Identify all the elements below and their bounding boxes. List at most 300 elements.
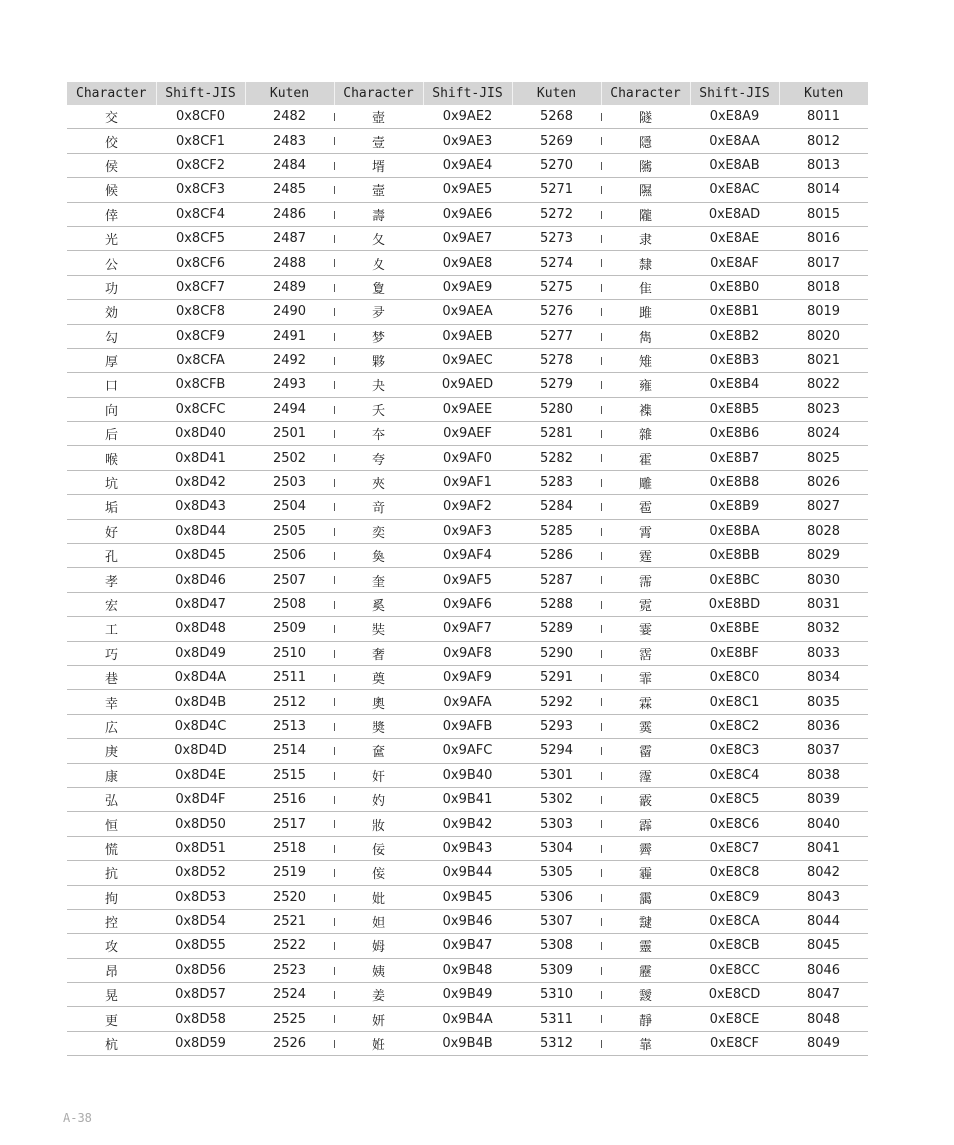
character-cell: 夊 bbox=[334, 251, 423, 275]
shift-jis-cell: 0x8D45 bbox=[156, 544, 245, 568]
kuten-cell: 2488 bbox=[245, 251, 334, 275]
character-cell: 口 bbox=[67, 373, 156, 397]
table-row bbox=[67, 1007, 868, 1031]
table-row bbox=[67, 348, 868, 372]
character-cell: 工 bbox=[67, 617, 156, 641]
character-cell: 隧 bbox=[601, 105, 690, 129]
shift-jis-cell: 0x8D57 bbox=[156, 983, 245, 1007]
kuten-cell: 5286 bbox=[512, 544, 601, 568]
kuten-cell: 2511 bbox=[245, 665, 334, 689]
shift-jis-cell: 0x8CF8 bbox=[156, 300, 245, 324]
shift-jis-cell: 0xE8BC bbox=[690, 568, 779, 592]
kuten-cell: 2514 bbox=[245, 739, 334, 763]
character-cell: 霆 bbox=[601, 544, 690, 568]
character-cell: 奸 bbox=[334, 763, 423, 787]
table-row bbox=[67, 739, 868, 763]
shift-jis-cell: 0x8CF4 bbox=[156, 202, 245, 226]
shift-jis-cell: 0x8CF1 bbox=[156, 129, 245, 153]
table-row bbox=[67, 934, 868, 958]
table-row bbox=[67, 275, 868, 299]
shift-jis-cell: 0x8CF0 bbox=[156, 105, 245, 129]
character-cell: 壻 bbox=[334, 153, 423, 177]
kuten-cell: 2526 bbox=[245, 1031, 334, 1055]
col-header-character: Character bbox=[601, 82, 690, 105]
character-cell: 靜 bbox=[601, 1007, 690, 1031]
kuten-cell: 2524 bbox=[245, 983, 334, 1007]
character-cell: 夬 bbox=[334, 373, 423, 397]
kuten-cell: 5278 bbox=[512, 348, 601, 372]
character-cell: 霎 bbox=[601, 617, 690, 641]
table-row bbox=[67, 1031, 868, 1055]
shift-jis-cell: 0x9B43 bbox=[423, 836, 512, 860]
shift-jis-cell: 0x8D59 bbox=[156, 1031, 245, 1055]
shift-jis-cell: 0xE8B3 bbox=[690, 348, 779, 372]
kuten-cell: 5271 bbox=[512, 178, 601, 202]
table-row bbox=[67, 153, 868, 177]
kuten-cell: 8020 bbox=[779, 324, 868, 348]
shift-jis-cell: 0x9B4A bbox=[423, 1007, 512, 1031]
character-cell: 広 bbox=[67, 714, 156, 738]
character-cell: 奬 bbox=[334, 714, 423, 738]
kuten-cell: 8033 bbox=[779, 641, 868, 665]
shift-jis-cell: 0xE8B8 bbox=[690, 470, 779, 494]
table-row bbox=[67, 641, 868, 665]
col-header-kuten: Kuten bbox=[512, 82, 601, 105]
character-cell: 庚 bbox=[67, 739, 156, 763]
shift-jis-cell: 0xE8CE bbox=[690, 1007, 779, 1031]
kuten-cell: 2485 bbox=[245, 178, 334, 202]
shift-jis-cell: 0x8CFA bbox=[156, 348, 245, 372]
page-number: A-38 bbox=[63, 1111, 92, 1125]
character-cell: 霍 bbox=[601, 446, 690, 470]
kuten-cell: 5292 bbox=[512, 690, 601, 714]
kuten-cell: 5303 bbox=[512, 812, 601, 836]
character-cell: 后 bbox=[67, 422, 156, 446]
table-row bbox=[67, 861, 868, 885]
character-cell: 雋 bbox=[601, 324, 690, 348]
shift-jis-cell: 0x8D42 bbox=[156, 470, 245, 494]
shift-jis-cell: 0xE8BD bbox=[690, 592, 779, 616]
kuten-cell: 5272 bbox=[512, 202, 601, 226]
shift-jis-cell: 0xE8C5 bbox=[690, 787, 779, 811]
kuten-cell: 5304 bbox=[512, 836, 601, 860]
character-cell: 霄 bbox=[601, 519, 690, 543]
shift-jis-cell: 0x9B47 bbox=[423, 934, 512, 958]
shift-jis-cell: 0xE8CF bbox=[690, 1031, 779, 1055]
shift-jis-cell: 0xE8CD bbox=[690, 983, 779, 1007]
shift-jis-cell: 0x8D48 bbox=[156, 617, 245, 641]
kuten-cell: 8042 bbox=[779, 861, 868, 885]
character-cell: 霹 bbox=[601, 812, 690, 836]
kuten-cell: 2482 bbox=[245, 105, 334, 129]
character-cell: 姙 bbox=[334, 1031, 423, 1055]
shift-jis-cell: 0xE8AE bbox=[690, 226, 779, 250]
character-cell: 奢 bbox=[334, 641, 423, 665]
col-header-kuten: Kuten bbox=[245, 82, 334, 105]
character-cell: 奚 bbox=[334, 592, 423, 616]
character-cell: 雕 bbox=[601, 470, 690, 494]
character-cell: 妣 bbox=[334, 885, 423, 909]
character-cell: 康 bbox=[67, 763, 156, 787]
kuten-cell: 2518 bbox=[245, 836, 334, 860]
character-cell: 雹 bbox=[601, 495, 690, 519]
character-cell: 光 bbox=[67, 226, 156, 250]
character-cell: 霽 bbox=[601, 836, 690, 860]
kuten-cell: 5279 bbox=[512, 373, 601, 397]
shift-jis-cell: 0xE8B7 bbox=[690, 446, 779, 470]
table-row bbox=[67, 105, 868, 129]
kuten-cell: 2501 bbox=[245, 422, 334, 446]
kuten-cell: 2508 bbox=[245, 592, 334, 616]
character-cell: 竒 bbox=[334, 495, 423, 519]
kuten-cell: 5302 bbox=[512, 787, 601, 811]
kuten-cell: 5280 bbox=[512, 397, 601, 421]
kuten-cell: 2517 bbox=[245, 812, 334, 836]
shift-jis-cell: 0x8D4F bbox=[156, 787, 245, 811]
kuten-cell: 8017 bbox=[779, 251, 868, 275]
character-cell: 隰 bbox=[601, 178, 690, 202]
character-cell: 公 bbox=[67, 251, 156, 275]
kuten-cell: 8044 bbox=[779, 909, 868, 933]
character-cell: 靉 bbox=[601, 983, 690, 1007]
table-row bbox=[67, 373, 868, 397]
kuten-cell: 5308 bbox=[512, 934, 601, 958]
shift-jis-cell: 0xE8AD bbox=[690, 202, 779, 226]
shift-jis-cell: 0x9AEB bbox=[423, 324, 512, 348]
shift-jis-cell: 0x9AF3 bbox=[423, 519, 512, 543]
shift-jis-cell: 0x9AF1 bbox=[423, 470, 512, 494]
character-cell: 好 bbox=[67, 519, 156, 543]
character-cell: 霤 bbox=[601, 739, 690, 763]
character-cell: 雜 bbox=[601, 422, 690, 446]
table-row bbox=[67, 983, 868, 1007]
character-cell: 霰 bbox=[601, 787, 690, 811]
shift-jis-cell: 0x9AF0 bbox=[423, 446, 512, 470]
kuten-cell: 8039 bbox=[779, 787, 868, 811]
character-cell: 奠 bbox=[334, 665, 423, 689]
col-header-shift-jis: Shift-JIS bbox=[690, 82, 779, 105]
shift-jis-cell: 0x9AE5 bbox=[423, 178, 512, 202]
kuten-cell: 8028 bbox=[779, 519, 868, 543]
character-cell: 霾 bbox=[601, 861, 690, 885]
character-cell: 奘 bbox=[334, 617, 423, 641]
shift-jis-cell: 0xE8B6 bbox=[690, 422, 779, 446]
kuten-cell: 5275 bbox=[512, 275, 601, 299]
kuten-cell: 2486 bbox=[245, 202, 334, 226]
table-row bbox=[67, 519, 868, 543]
kuten-cell: 2509 bbox=[245, 617, 334, 641]
kuten-cell: 8019 bbox=[779, 300, 868, 324]
character-cell: 隱 bbox=[601, 129, 690, 153]
col-header-character: Character bbox=[334, 82, 423, 105]
character-cell: 夾 bbox=[334, 470, 423, 494]
kuten-cell: 2520 bbox=[245, 885, 334, 909]
kuten-cell: 8048 bbox=[779, 1007, 868, 1031]
kuten-cell: 8029 bbox=[779, 544, 868, 568]
shift-jis-cell: 0x9AF6 bbox=[423, 592, 512, 616]
kuten-cell: 2503 bbox=[245, 470, 334, 494]
kuten-cell: 8041 bbox=[779, 836, 868, 860]
character-cell: 勾 bbox=[67, 324, 156, 348]
shift-jis-cell: 0x9B42 bbox=[423, 812, 512, 836]
shift-jis-cell: 0xE8CA bbox=[690, 909, 779, 933]
shift-jis-cell: 0xE8BB bbox=[690, 544, 779, 568]
character-cell: 拘 bbox=[67, 885, 156, 909]
character-cell: 慌 bbox=[67, 836, 156, 860]
kuten-cell: 5276 bbox=[512, 300, 601, 324]
shift-jis-cell: 0x8D4B bbox=[156, 690, 245, 714]
character-cell: 靂 bbox=[601, 958, 690, 982]
kuten-cell: 8018 bbox=[779, 275, 868, 299]
shift-jis-cell: 0x8D51 bbox=[156, 836, 245, 860]
character-cell: 霓 bbox=[601, 592, 690, 616]
character-cell: 霪 bbox=[601, 763, 690, 787]
shift-jis-cell: 0x8CFC bbox=[156, 397, 245, 421]
kuten-cell: 8043 bbox=[779, 885, 868, 909]
kuten-cell: 2504 bbox=[245, 495, 334, 519]
table-row bbox=[67, 129, 868, 153]
shift-jis-cell: 0x9AEA bbox=[423, 300, 512, 324]
shift-jis-cell: 0x8CF5 bbox=[156, 226, 245, 250]
shift-jis-cell: 0x8D43 bbox=[156, 495, 245, 519]
kuten-cell: 2505 bbox=[245, 519, 334, 543]
table-row bbox=[67, 324, 868, 348]
kuten-cell: 5282 bbox=[512, 446, 601, 470]
kuten-cell: 8024 bbox=[779, 422, 868, 446]
table-row bbox=[67, 397, 868, 421]
shift-jis-cell: 0x9B46 bbox=[423, 909, 512, 933]
shift-jis-cell: 0x8CF9 bbox=[156, 324, 245, 348]
character-cell: 倖 bbox=[67, 202, 156, 226]
shift-jis-cell: 0x8D4C bbox=[156, 714, 245, 738]
kuten-cell: 2523 bbox=[245, 958, 334, 982]
character-cell: 宏 bbox=[67, 592, 156, 616]
kuten-cell: 2519 bbox=[245, 861, 334, 885]
shift-jis-cell: 0xE8B4 bbox=[690, 373, 779, 397]
character-cell: 夥 bbox=[334, 348, 423, 372]
character-cell: 隲 bbox=[601, 153, 690, 177]
shift-jis-cell: 0x8D4A bbox=[156, 665, 245, 689]
kuten-cell: 8049 bbox=[779, 1031, 868, 1055]
shift-jis-cell: 0x8D41 bbox=[156, 446, 245, 470]
kuten-cell: 8014 bbox=[779, 178, 868, 202]
character-cell: 隸 bbox=[601, 251, 690, 275]
character-cell: 侯 bbox=[67, 153, 156, 177]
shift-jis-cell: 0x9B45 bbox=[423, 885, 512, 909]
character-cell: 孝 bbox=[67, 568, 156, 592]
kuten-cell: 5270 bbox=[512, 153, 601, 177]
kuten-cell: 5289 bbox=[512, 617, 601, 641]
shift-jis-cell: 0x8D53 bbox=[156, 885, 245, 909]
character-cell: 夸 bbox=[334, 446, 423, 470]
character-cell: 夭 bbox=[334, 397, 423, 421]
kuten-cell: 5294 bbox=[512, 739, 601, 763]
table-row bbox=[67, 226, 868, 250]
col-header-shift-jis: Shift-JIS bbox=[156, 82, 245, 105]
table-row bbox=[67, 300, 868, 324]
character-cell: 霖 bbox=[601, 690, 690, 714]
character-cell: 霈 bbox=[601, 568, 690, 592]
kuten-cell: 8035 bbox=[779, 690, 868, 714]
character-cell: 姨 bbox=[334, 958, 423, 982]
shift-jis-cell: 0xE8BF bbox=[690, 641, 779, 665]
shift-jis-cell: 0xE8C6 bbox=[690, 812, 779, 836]
shift-jis-cell: 0x8D4E bbox=[156, 763, 245, 787]
shift-jis-cell: 0xE8B2 bbox=[690, 324, 779, 348]
shift-jis-cell: 0x8D46 bbox=[156, 568, 245, 592]
table-row bbox=[67, 909, 868, 933]
kuten-cell: 2522 bbox=[245, 934, 334, 958]
shift-jis-cell: 0x9B40 bbox=[423, 763, 512, 787]
character-cell: 巧 bbox=[67, 641, 156, 665]
kuten-cell: 2484 bbox=[245, 153, 334, 177]
table-row bbox=[67, 763, 868, 787]
character-cell: 姜 bbox=[334, 983, 423, 1007]
col-header-character: Character bbox=[67, 82, 156, 105]
shift-jis-cell: 0x8D4D bbox=[156, 739, 245, 763]
shift-jis-cell: 0x9AF5 bbox=[423, 568, 512, 592]
shift-jis-cell: 0x9AFB bbox=[423, 714, 512, 738]
shift-jis-cell: 0xE8BE bbox=[690, 617, 779, 641]
shift-jis-cell: 0xE8C4 bbox=[690, 763, 779, 787]
kuten-cell: 8023 bbox=[779, 397, 868, 421]
table-row bbox=[67, 544, 868, 568]
kuten-cell: 5269 bbox=[512, 129, 601, 153]
kuten-cell: 5273 bbox=[512, 226, 601, 250]
shift-jis-cell: 0xE8B9 bbox=[690, 495, 779, 519]
character-cell: 霙 bbox=[601, 714, 690, 738]
character-cell: 効 bbox=[67, 300, 156, 324]
kuten-cell: 2492 bbox=[245, 348, 334, 372]
shift-jis-cell: 0x9AEC bbox=[423, 348, 512, 372]
kuten-cell: 5307 bbox=[512, 909, 601, 933]
shift-jis-cell: 0x9AE8 bbox=[423, 251, 512, 275]
shift-jis-cell: 0x8D55 bbox=[156, 934, 245, 958]
character-cell: 姆 bbox=[334, 934, 423, 958]
character-cell: 巷 bbox=[67, 665, 156, 689]
kuten-cell: 8027 bbox=[779, 495, 868, 519]
shift-jis-cell: 0xE8AA bbox=[690, 129, 779, 153]
shift-jis-cell: 0xE8C9 bbox=[690, 885, 779, 909]
shift-jis-cell: 0xE8B0 bbox=[690, 275, 779, 299]
character-cell: 隴 bbox=[601, 202, 690, 226]
kuten-cell: 8034 bbox=[779, 665, 868, 689]
shift-jis-cell: 0x8D49 bbox=[156, 641, 245, 665]
kuten-cell: 5309 bbox=[512, 958, 601, 982]
shift-jis-cell: 0x9AF9 bbox=[423, 665, 512, 689]
character-cell: 弘 bbox=[67, 787, 156, 811]
shift-jis-cell: 0x9AF8 bbox=[423, 641, 512, 665]
shift-jis-cell: 0x9AEF bbox=[423, 422, 512, 446]
shift-jis-cell: 0xE8C0 bbox=[690, 665, 779, 689]
character-cell: 襍 bbox=[601, 397, 690, 421]
table-header-row bbox=[67, 82, 868, 105]
kuten-cell: 5281 bbox=[512, 422, 601, 446]
shift-jis-cell: 0xE8C2 bbox=[690, 714, 779, 738]
table-row bbox=[67, 836, 868, 860]
shift-jis-cell: 0x8CF2 bbox=[156, 153, 245, 177]
character-cell: 控 bbox=[67, 909, 156, 933]
table-row bbox=[67, 617, 868, 641]
character-cell: 雍 bbox=[601, 373, 690, 397]
kuten-cell: 2516 bbox=[245, 787, 334, 811]
kuten-cell: 2521 bbox=[245, 909, 334, 933]
character-cell: 夲 bbox=[334, 422, 423, 446]
kuten-cell: 8016 bbox=[779, 226, 868, 250]
kuten-cell: 8022 bbox=[779, 373, 868, 397]
kuten-cell: 2493 bbox=[245, 373, 334, 397]
character-cell: 雉 bbox=[601, 348, 690, 372]
kuten-cell: 5268 bbox=[512, 105, 601, 129]
character-cell: 夂 bbox=[334, 226, 423, 250]
shift-jis-cell: 0xE8C3 bbox=[690, 739, 779, 763]
character-cell: 妍 bbox=[334, 1007, 423, 1031]
table-row bbox=[67, 958, 868, 982]
kuten-cell: 8045 bbox=[779, 934, 868, 958]
character-cell: 妁 bbox=[334, 787, 423, 811]
table-row bbox=[67, 470, 868, 494]
character-cell: 妲 bbox=[334, 909, 423, 933]
kuten-cell: 8021 bbox=[779, 348, 868, 372]
character-cell: 奧 bbox=[334, 690, 423, 714]
shift-jis-cell: 0xE8B1 bbox=[690, 300, 779, 324]
kuten-cell: 5274 bbox=[512, 251, 601, 275]
character-cell: 喉 bbox=[67, 446, 156, 470]
table-row bbox=[67, 422, 868, 446]
character-cell: 靄 bbox=[601, 885, 690, 909]
character-cell: 壽 bbox=[334, 202, 423, 226]
table-row bbox=[67, 202, 868, 226]
shift-jis-cell: 0xE8AC bbox=[690, 178, 779, 202]
character-cell: 厚 bbox=[67, 348, 156, 372]
character-cell: 杭 bbox=[67, 1031, 156, 1055]
kuten-cell: 2515 bbox=[245, 763, 334, 787]
kuten-cell: 5311 bbox=[512, 1007, 601, 1031]
kuten-cell: 5291 bbox=[512, 665, 601, 689]
shift-jis-cell: 0xE8C1 bbox=[690, 690, 779, 714]
shift-jis-cell: 0x9AE7 bbox=[423, 226, 512, 250]
character-cell: 恒 bbox=[67, 812, 156, 836]
shift-jis-cell: 0x9B48 bbox=[423, 958, 512, 982]
kuten-cell: 5285 bbox=[512, 519, 601, 543]
kuten-cell: 2487 bbox=[245, 226, 334, 250]
character-cell: 夐 bbox=[334, 275, 423, 299]
character-cell: 幸 bbox=[67, 690, 156, 714]
shift-jis-cell: 0x9AED bbox=[423, 373, 512, 397]
kuten-cell: 2494 bbox=[245, 397, 334, 421]
shift-jis-cell: 0x8CFB bbox=[156, 373, 245, 397]
table-row bbox=[67, 665, 868, 689]
shift-jis-cell: 0xE8C8 bbox=[690, 861, 779, 885]
kuten-cell: 8026 bbox=[779, 470, 868, 494]
kuten-cell: 2513 bbox=[245, 714, 334, 738]
table-row bbox=[67, 446, 868, 470]
character-cell: 侫 bbox=[334, 861, 423, 885]
table-body bbox=[67, 105, 868, 1056]
character-cell: 奎 bbox=[334, 568, 423, 592]
kuten-cell: 2490 bbox=[245, 300, 334, 324]
shift-jis-cell: 0x9AFA bbox=[423, 690, 512, 714]
shift-jis-cell: 0x8D50 bbox=[156, 812, 245, 836]
character-cell: 夛 bbox=[334, 300, 423, 324]
shift-jis-cell: 0x8CF3 bbox=[156, 178, 245, 202]
kuten-cell: 8036 bbox=[779, 714, 868, 738]
shift-jis-cell: 0x9AE9 bbox=[423, 275, 512, 299]
kuten-cell: 2512 bbox=[245, 690, 334, 714]
kuten-cell: 5277 bbox=[512, 324, 601, 348]
shift-jis-cell: 0x9AE3 bbox=[423, 129, 512, 153]
kuten-cell: 8031 bbox=[779, 592, 868, 616]
